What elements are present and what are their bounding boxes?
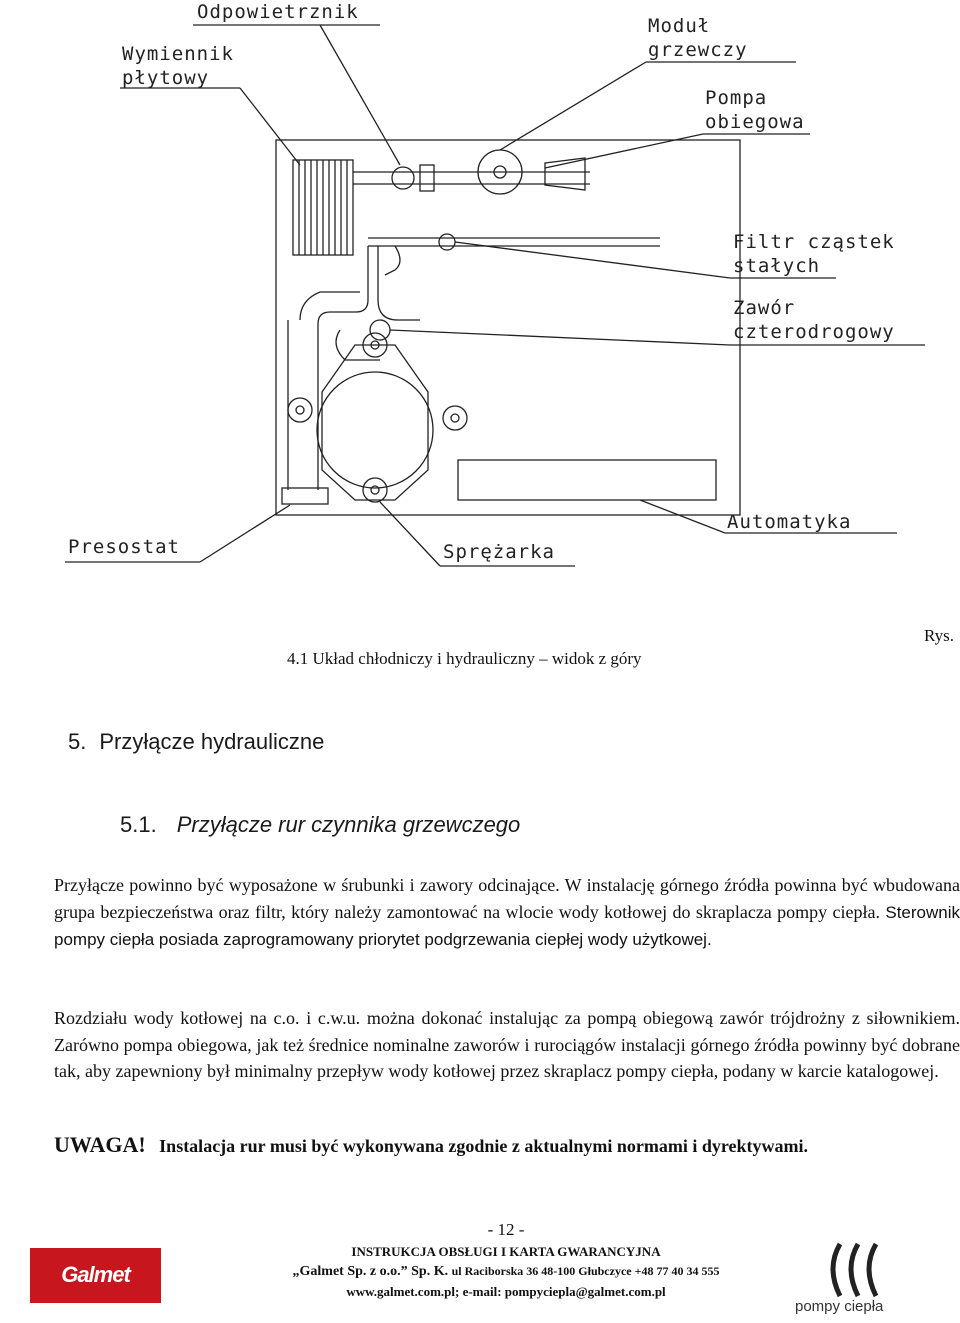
warning-label: UWAGA! xyxy=(54,1132,146,1157)
label-presostat: Presostat xyxy=(68,536,180,558)
paragraph-1 xyxy=(54,872,960,954)
subsection-heading xyxy=(120,812,520,838)
plate-heat-exchanger xyxy=(293,160,353,255)
label-modul-1: Moduł xyxy=(648,15,711,37)
label-pompa-2: obiegowa xyxy=(705,111,805,133)
label-automatyka: Automatyka xyxy=(727,511,852,533)
particle-filter xyxy=(439,234,455,250)
label-wymiennik-1: Wymiennik xyxy=(122,43,234,65)
galmet-logo xyxy=(30,1248,161,1303)
unit-housing xyxy=(276,140,740,515)
warning-block xyxy=(54,1132,960,1159)
paragraph-1a: Przyłącze powinno być wyposażone w śrubunki i zawory odcinające. W instalację górnego źródła powinna być wbudowana grupa bezpieczeństwa oraz filtr, który należy zamontować na wlocie wody kotłowej do skraplacza pompy ciepła. xyxy=(54,875,960,922)
label-sprezarka: Sprężarka xyxy=(443,541,555,563)
label-modul-2: grzewczy xyxy=(648,39,748,61)
galmet-logo-text: Galmet xyxy=(61,1262,130,1287)
control-box xyxy=(458,460,716,500)
pressure-switch xyxy=(282,488,328,504)
section-title: Przyłącze hydrauliczne xyxy=(99,729,325,754)
warning-text: Instalacja rur musi być wykonywana zgodnie z aktualnymi normami i dyrektywami. xyxy=(159,1136,809,1156)
subsection-number: 5.1. xyxy=(120,812,157,837)
label-zawor-1: Zawór xyxy=(733,297,796,319)
figure-ref: Rys. xyxy=(924,626,955,645)
section-heading xyxy=(68,729,324,755)
paragraph-2b: Zarówno pompa obiegowa, jak też średnice nominalne zaworów i rurociągów instalacji górnego źródła powinny być dobrane tak, aby zapewniony był minimalny przepływ wody kotłowej przez skraplacz pompy ciepła, podany w karcie katalogowej. xyxy=(54,1034,960,1081)
paragraph-1b: Sterownik pompy ciepła posiada zaprogramowany priorytet podgrzewania ciepłej wody użytkowej. xyxy=(54,902,960,949)
footer-contact: www.galmet.com.pl; e-mail: pompyciepla@galmet.com.pl xyxy=(346,1284,666,1299)
footer-address: ul Raciborska 36 48-100 Głubczyce +48 77 40 34 555 xyxy=(451,1264,720,1278)
label-odpowietrznik: Odpowietrznik xyxy=(197,1,359,23)
label-filtr-1: Filtr cząstek xyxy=(733,231,895,253)
label-wymiennik-2: płytowy xyxy=(122,67,210,89)
label-filtr-2: stałych xyxy=(733,255,821,277)
air-vent xyxy=(392,167,414,189)
label-zawor-2: czterodrogowy xyxy=(733,321,895,343)
four-way-valve xyxy=(370,320,390,340)
footer-company: „Galmet Sp. z o.o.” Sp. K. xyxy=(292,1264,449,1279)
paragraph-2 xyxy=(54,1005,960,1085)
heat-pump-logo-text: pompy ciepła xyxy=(795,1298,884,1315)
subsection-title: Przyłącze rur czynnika grzewczego xyxy=(176,812,521,837)
figure-caption: 4.1 Układ chłodniczy i hydrauliczny – widok z góry xyxy=(287,649,642,668)
label-pompa-1: Pompa xyxy=(705,87,768,109)
footer-title: INSTRUKCJA OBSŁUGI I KARTA GWARANCYJNA xyxy=(351,1244,661,1259)
compressor xyxy=(288,333,467,502)
section-number: 5. xyxy=(68,729,87,754)
page-number: - 12 - xyxy=(487,1220,525,1239)
paragraph-2a: Rozdziału wody kotłowej na c.o. i c.w.u. można dokonać instalując za pompą obiegową zawór trójdrożny z siłownikiem. xyxy=(54,1008,960,1028)
technical-drawing xyxy=(0,0,960,600)
